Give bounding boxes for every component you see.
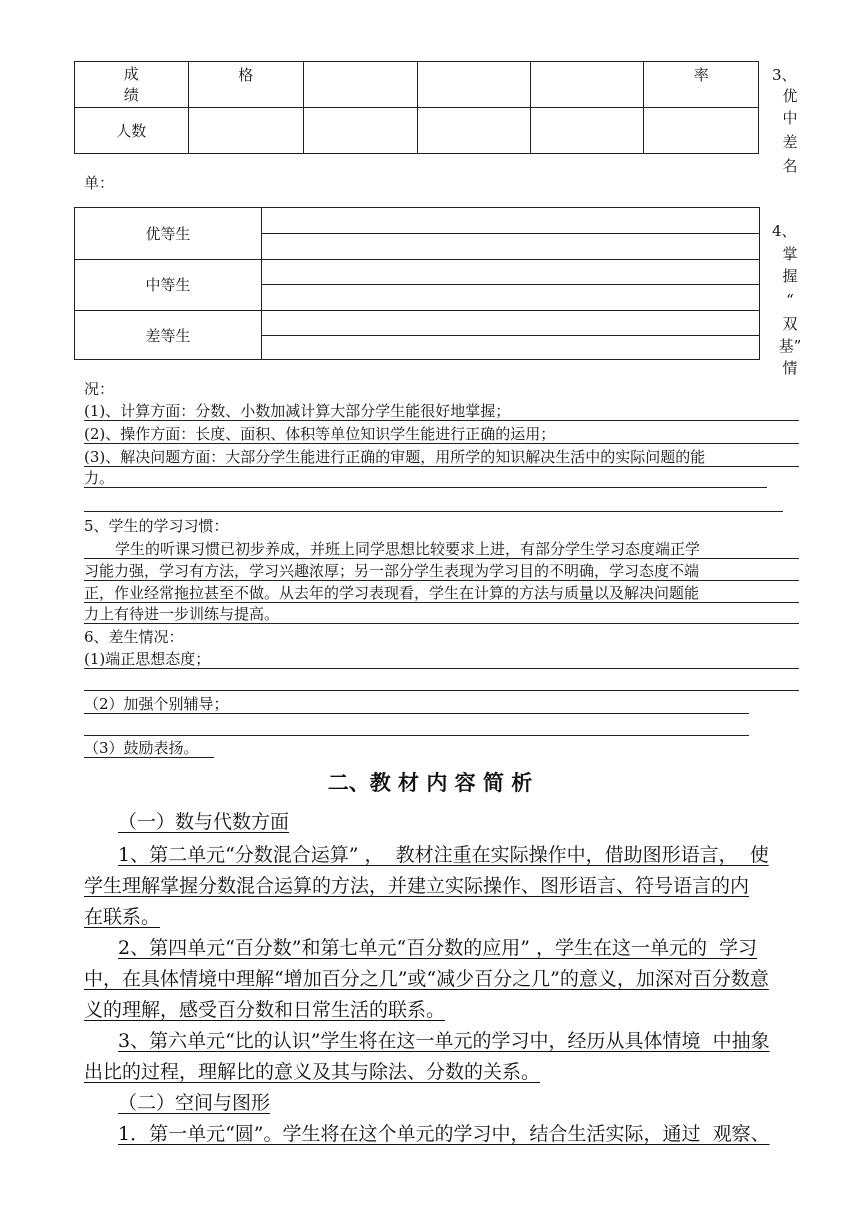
paragraph-line: 1．第一单元“圆”。学生将在这个单元的学习中，结合生活实际，通过 观察、: [118, 1123, 770, 1145]
skill-line: (1)、计算方面：分数、小数加减计算大部分学生能很好地掌握；: [84, 402, 511, 420]
section-title: 二、教 材 内 容 简 析: [327, 771, 533, 795]
poor-students-heading: 6、差生情况：: [84, 628, 184, 646]
paragraph-line: 1、第二单元“分数混合运算” ， 教材注重在实际操作中，借助图形语言， 使: [118, 844, 769, 866]
student-level-label: 中等生: [145, 276, 191, 294]
score-count-label: 人数: [75, 108, 189, 154]
paragraph-line: 出比的过程，理解比的意义及其与除法、分数的关系。: [84, 1061, 541, 1083]
habits-line: 习能力强，学习有方法，学习兴趣浓厚；另一部分学生表现为学习目的不明确，学习态度不端: [84, 562, 700, 580]
side-note-4-char: 握: [782, 267, 798, 285]
paragraph-line: 义的理解，感受百分数和日常生活的联系。: [84, 999, 446, 1021]
paragraph-line: 中，在具体情境中理解“增加百分之几”或“减少百分之几”的意义，加深对百分数意: [84, 968, 769, 990]
habits-heading: 5、学生的学习习惯：: [84, 517, 229, 535]
subsection-heading: （二）空间与图形: [118, 1092, 271, 1114]
skill-line: 力。: [84, 469, 115, 487]
side-note-4-char: 基”: [778, 337, 802, 355]
score-header-cell: [530, 62, 643, 108]
student-level-label: 优等生: [145, 225, 191, 243]
score-count-cell: [530, 108, 643, 154]
score-header-cell: 率: [644, 62, 759, 108]
side-note-4-char: 掌: [782, 245, 798, 263]
subsection-heading: （一）数与代数方面: [118, 811, 290, 833]
score-count-cell: [644, 108, 759, 154]
side-note-3-char: 优: [782, 87, 798, 105]
score-count-cell: [417, 108, 530, 154]
score-header-cell: [304, 62, 417, 108]
item3-tail: 单：: [84, 174, 115, 192]
score-header-cell: 格: [188, 62, 304, 108]
score-count-cell: [304, 108, 417, 154]
poor-students-item: （2）加强个别辅导；: [84, 695, 229, 713]
side-note-3-num: 3、: [772, 66, 797, 84]
side-note-3-char: 名: [782, 157, 798, 175]
side-note-4-char: 情: [782, 359, 798, 377]
habits-line: 学生的听课习惯已初步养成，并班上同学思想比较要求上进，有部分学生学习态度端正学: [115, 540, 701, 558]
students-table: [74, 207, 760, 360]
paragraph-line: 学生理解掌握分数混合运算的方法，并建立实际操作、图形语言、符号语言的内: [84, 875, 750, 897]
paragraph-line: 2、第四单元“百分数”和第七单元“百分数的应用” ，学生在这一单元的 学习: [118, 937, 758, 959]
poor-students-item: (1)端正思想态度；: [84, 650, 211, 668]
skill-line: (2)、操作方面：长度、面积、体积等单位知识学生能进行正确的运用；: [84, 425, 556, 443]
item4-tail: 况：: [84, 380, 115, 398]
score-count-cell: [188, 108, 304, 154]
score-header-cell: 成 绩: [75, 62, 189, 108]
paragraph-line: 在联系。: [84, 906, 161, 928]
student-level-label: 差等生: [145, 327, 191, 345]
poor-students-item: （3）鼓励表扬。: [84, 739, 199, 757]
side-note-4-char: “: [786, 291, 794, 309]
side-note-3-char: 中: [782, 109, 798, 127]
habits-line: 正，作业经常拖拉甚至不做。从去年的学习表现看，学生在计算的方法与质量以及解决问题能: [84, 584, 700, 602]
skill-line: (3)、解决问题方面：大部分学生能进行正确的审题，用所学的知识解决生活中的实际问题的能: [84, 448, 706, 466]
score-header-cell: [417, 62, 530, 108]
paragraph-line: 3、第六单元“比的认识”学生将在这一单元的学习中，经历从具体情境 中抽象: [118, 1030, 770, 1052]
score-table: [74, 61, 759, 154]
side-note-4-char: 双: [782, 315, 798, 333]
side-note-3-char: 差: [782, 133, 798, 151]
habits-line: 力上有待进一步训练与提高。: [84, 605, 280, 623]
side-note-4-num: 4、: [772, 222, 797, 240]
